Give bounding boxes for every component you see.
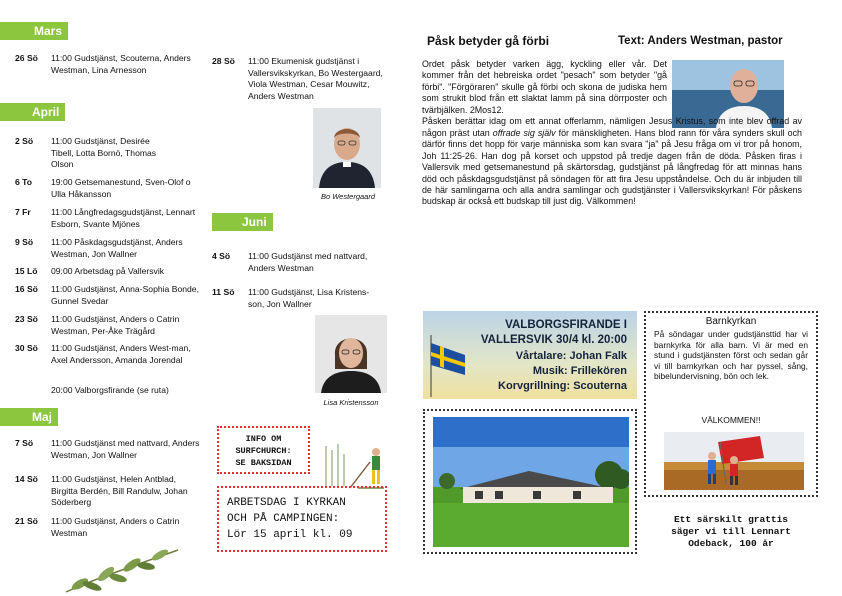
thanks-line-2: säger vi till Lennart bbox=[671, 526, 791, 537]
event-text: 11:00 Ekumenisk gudstjänst i Vallersvikskyrkan, Bo Westergaard, Viola Westman, Cesar Mouwitz, Anders Westman bbox=[248, 56, 383, 101]
article-paragraph-1: Ordet påsk betyder varken ägg, kyckling eller vår. Det kommer från det hebreiska ordet "pesach" som betyder "gå förbi". "Förgöraren" skulle gå förbi och skona de judiska hem som strukit blod från ett slaktat lamm på sina dörrposter och tvärbjälken. 2Mos12. bbox=[422, 59, 667, 115]
vallersvik-church-photo bbox=[433, 417, 629, 547]
valborg-line-3: Vårtalare: Johan Falk bbox=[515, 350, 627, 362]
valborg-line-5: Korvgrillning: Scouterna bbox=[498, 380, 627, 392]
thanks-line-3: Odeback, 100 år bbox=[688, 538, 774, 549]
arbetsdag-line-2: OCH PÅ CAMPINGEN: bbox=[227, 513, 340, 525]
info-line-2: SURFCHURCH: bbox=[235, 446, 292, 456]
church-photo-box bbox=[423, 409, 637, 554]
month-header-maj: Maj bbox=[0, 408, 58, 426]
event-date: 14 Sö bbox=[15, 474, 38, 484]
event-text: 11:00 Gudstjänst med nattvard, Anders Westman bbox=[248, 251, 368, 273]
event-text: 11:00 Långfredagsgudstjänst, Lennart Esborn, Svante Mjönes bbox=[51, 207, 196, 229]
children-with-flag-photo bbox=[664, 432, 804, 490]
month-header-mars: Mars bbox=[0, 22, 68, 40]
event-april-8 bbox=[15, 343, 215, 379]
event-text: 11:00 Gudstjänst, Scouterna, Anders Westman, Lina Arnesson bbox=[51, 53, 191, 75]
event-text: 11:00 Gudstjänst, Anders o Catrin Westman, Per-Åke Trägård bbox=[51, 314, 180, 336]
event-date: 16 Sö bbox=[15, 284, 38, 294]
arbetsdag-line-1: ARBETSDAG I KYRKAN bbox=[227, 497, 346, 509]
bo-caption: Bo Westergaard bbox=[320, 192, 376, 201]
event-date: 11 Sö bbox=[212, 287, 235, 297]
event-april-9 bbox=[15, 385, 215, 397]
event-date: 9 Sö bbox=[15, 237, 34, 247]
event-mars-1 bbox=[15, 53, 215, 77]
barnkyrkan-text: På söndagar under gudstjänsttid har vi barnkyrka för alla barn. Vi är med en stund i gudstjänsten först och sedan går vi till barnkyrkan och har pyssel, sång, bibelundervisning, bön och lek. bbox=[654, 329, 808, 382]
event-text: 11:00 Gudstjänst, Desirée Tibell, Lotta Bornö, Thomas Olson bbox=[51, 136, 157, 169]
article-p2-end: för mänskligheten. Hans blod rann för våra synders skull och därför finns det hopp för varje människa som kan svara "ja" på Jesu fråga om vi tror på honom, Joh 11:25-26. Han dog på korset och uppstod på tredje dagen från de döda. Påsken firas i Vallersvik med getsemanestund på skärtorsdag, gudstjänst på långfredag för att minnas hans död och påskdagsgudstjänst på söndagen för att fira Jesu uppståndelse. Och du är inbjuden till de här samlingarna och alla andra samlingar och gudstjänster i Vallersvikskyrkan! För påskens budskap är också ett budskap till just dig. Välkommen! bbox=[422, 127, 802, 207]
swedish-flag-icon bbox=[425, 331, 467, 397]
event-april-5 bbox=[15, 266, 215, 278]
event-april-4 bbox=[15, 237, 215, 261]
valborg-line-2: VALLERSVIK 30/4 kl. 20:00 bbox=[480, 334, 627, 346]
event-april-3 bbox=[15, 207, 215, 231]
article-title: Påsk betyder gå förbi bbox=[427, 34, 550, 48]
event-text: 09:00 Arbetsdag på Vallersvik bbox=[51, 266, 165, 276]
event-april-7 bbox=[15, 314, 215, 338]
barnkyrkan-title: Barnkyrkan bbox=[705, 316, 757, 327]
bo-westergaard-photo bbox=[313, 108, 381, 188]
event-juni-2 bbox=[212, 287, 397, 311]
month-header-juni: Juni bbox=[212, 213, 273, 231]
event-date: 15 Lö bbox=[15, 266, 38, 276]
event-text: 11:00 Gudstjänst, Lisa Kristens-son, Jon Wallner bbox=[248, 287, 370, 309]
valborg-line-4: Musik: Frillekören bbox=[532, 365, 627, 377]
barnkyrkan-welcome: VÄLKOMMEN!! bbox=[701, 415, 761, 425]
event-date: 21 Sö bbox=[15, 516, 38, 526]
event-text: 11:00 Gudstjänst med nattvard, Anders Westman, Jon Wallner bbox=[51, 438, 200, 460]
thanks-line-1: Ett särskilt grattis bbox=[673, 514, 789, 525]
event-text: 20:00 Valborgsfirande (se ruta) bbox=[51, 385, 169, 395]
event-date: 2 Sö bbox=[15, 136, 34, 146]
event-maj-1 bbox=[15, 438, 215, 462]
event-text: 11:00 Gudstjänst, Helen Antblad, Birgitta Berdén, Bill Randulw, Johan Söderberg bbox=[51, 474, 188, 507]
article-p2-emphasis: offrade sig själv bbox=[492, 127, 556, 138]
olive-branch-image bbox=[62, 540, 182, 596]
lisa-caption: Lisa Kristensson bbox=[323, 398, 379, 407]
arbetsdag-box bbox=[217, 486, 387, 552]
event-april-6 bbox=[15, 284, 215, 308]
article-byline: Text: Anders Westman, pastor bbox=[618, 35, 783, 47]
event-date: 26 Sö bbox=[15, 53, 38, 63]
event-date: 23 Sö bbox=[15, 314, 38, 324]
event-date: 6 To bbox=[15, 177, 33, 187]
event-juni-1 bbox=[212, 251, 397, 275]
event-date: 7 Fr bbox=[15, 207, 31, 217]
event-text: 11:00 Gudstjänst, Anna-Sophia Bonde, Gunnel Svedar bbox=[51, 284, 199, 306]
month-header-april: April bbox=[0, 103, 65, 121]
info-line-3: SE BAKSIDAN bbox=[235, 458, 292, 468]
event-date: 30 Sö bbox=[15, 343, 38, 353]
arbetsdag-line-3: Lör 15 april kl. 09 bbox=[227, 529, 353, 541]
event-text: 19:00 Getsemanestund, Sven-Olof o Ulla Håkansson bbox=[51, 177, 191, 199]
event-date: 28 Sö bbox=[212, 56, 235, 66]
event-date: 4 Sö bbox=[212, 251, 231, 261]
event-april-1 bbox=[15, 136, 215, 172]
article-paragraph-2 bbox=[422, 116, 802, 208]
lisa-kristensson-photo bbox=[315, 315, 387, 393]
gardener-illustration bbox=[318, 436, 388, 492]
event-text: 11:00 Gudstjänst, Anders o Catrin Westman bbox=[51, 516, 180, 538]
article-p2-start: Påsken berättar idag om ett annat offerlamm, nämligen Jesus Kristus, som inte blev offrad av någon präst utan bbox=[422, 116, 802, 138]
info-line-1: INFO OM bbox=[245, 434, 282, 444]
event-date: 7 Sö bbox=[15, 438, 34, 448]
article-body bbox=[422, 59, 802, 208]
barnkyrkan-box bbox=[644, 311, 818, 497]
event-maj-4 bbox=[212, 56, 397, 104]
event-maj-2 bbox=[15, 474, 215, 510]
info-surfchurch-box bbox=[217, 426, 310, 474]
valborg-line-1: VALBORGSFIRANDE I bbox=[505, 319, 627, 331]
valborg-box bbox=[423, 311, 637, 399]
event-maj-3 bbox=[15, 516, 215, 540]
event-text: 11:00 Gudstjänst, Anders West-man, Axel Andersson, Amanda Jorendal bbox=[51, 343, 191, 365]
event-april-2 bbox=[15, 177, 215, 201]
event-text: 11:00 Påskdagsgudstjänst, Anders Westman, Jon Wallner bbox=[51, 237, 183, 259]
